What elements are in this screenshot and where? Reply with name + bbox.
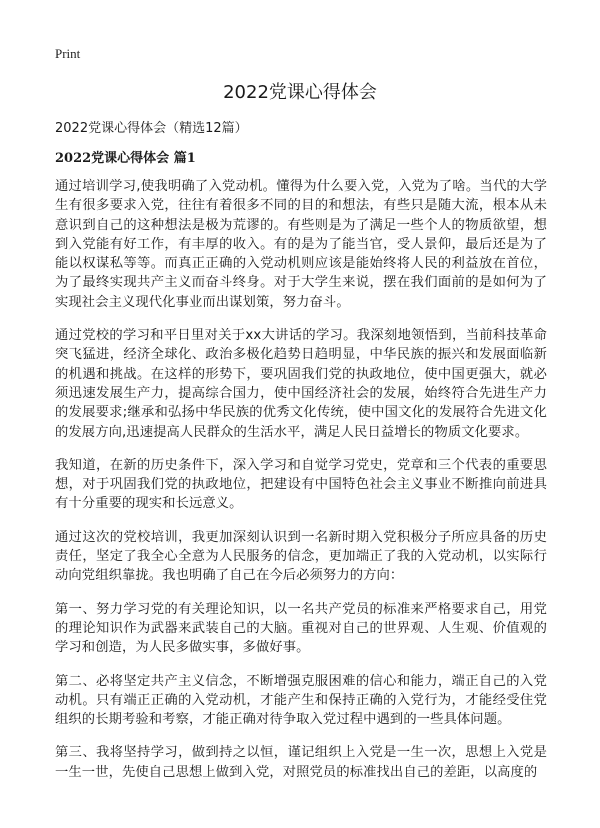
paragraph-2: 通过党校的学习和平日里对关于xx大讲话的学习。我深刻地领悟到，当前科技革命突飞猛进，经济全球化、政治多极化趋势日趋明显，中华民族的振兴和发展面临新的机遇和挑战。在这样的形势下，要巩固我们党的执政地位，使中国更强大，就必须迅速发展生产力，提高综合国力，使中国经济社会的发展，始终符合先进生产力的发展要求;继承和弘扬中华民族的优秀文化传统，使中国文化的发展符合先进文化的发展方向,迅速提高人民群众的生活水平，满足人民日益增长的物质文化要求。 [55,328,547,440]
paragraph-3: 我知道，在新的历史条件下，深入学习和自觉学习党史，党章和三个代表的重要思想，对于巩固我们党的执政地位，把建设有中国特色社会主义事业不断推向前进具有十分重要的现实和长远意义。 [55,457,547,512]
document-subtitle: 2022党课心得体会（精选12篇） [55,121,248,136]
page-title: 2022党课心得体会 [223,82,377,103]
paragraph-4: 通过这次的党校培训，我更加深刻认识到一名新时期入党积极分子所应具备的历史责任，坚定了我全心全意为人民服务的信念，更加端正了我的入党动机，以实际行动向党组织靠拢。我也明确了自己在今后必须努力的方向： [55,529,547,584]
article-body [55,177,547,796]
paragraph-1: 通过培训学习,使我明确了入党动机。懂得为什么要入党，入党为了啥。当代的大学生有很多要求入党，往往有着很多不同的目的和想法，有些只是随大流，根本从未意识到自己的这种想法是极为荒谬的。有些则是为了满足一些个人的物质欲望，想到入党能有好工作，有丰厚的收入。有的是为了能当官，受人景仰，最后还是为了能以权谋私等等。而真正正确的入党动机则应该是能始终将人民的利益放在首位，为了最终实现共产主义而奋斗终身。对于大学生来说，摆在我们面前的是如何为了实现社会主义现代化事业而出谋划策，努力奋斗。 [55,179,547,310]
paragraph-5: 第一、努力学习党的有关理论知识，以一名共产党员的标准来严格要求自己，用党的理论知识作为武器来武装自己的大脑。重视对自己的世界观、人生观、价值观的学习和创造，为人民多做实事，多做好事。 [55,601,547,656]
paragraph-7: 第三、我将坚持学习，做到持之以恒，谨记组织上入党是一生一次，思想上入党是一生一世，先使自己思想上做到入党，对照党员的标准找出自己的差距，以高度的 [55,745,547,780]
paragraph-6: 第二、必将坚定共产主义信念，不断增强克服困难的信心和能力，端正自己的入党动机。只有端正正确的入党动机，才能产生和保持正确的入党行为，才能经受住党组织的长期考验和考察，才能正确对待争取入党过程中遇到的一些具体问题。 [55,673,547,728]
section-heading: 2022党课心得体会 篇1 [55,151,196,166]
print-link[interactable]: Print [55,46,81,61]
